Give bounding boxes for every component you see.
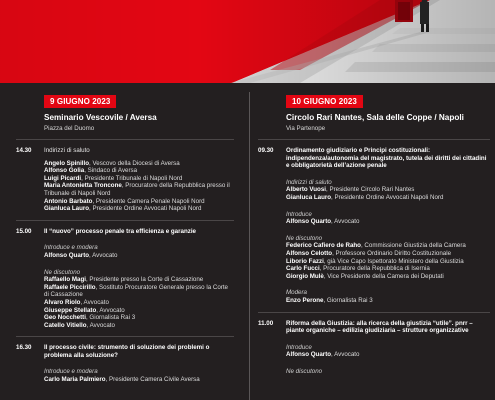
session-0930 bbox=[258, 147, 490, 305]
divider-line bbox=[258, 139, 490, 140]
moderator-label: Introduce e modera bbox=[44, 368, 98, 376]
day1-column bbox=[16, 91, 234, 384]
panelist: Alfonso Celotto, Professore Ordinario Diritto Costituzionale bbox=[286, 249, 452, 257]
panelist: Alvaro Riolo, Avvocato bbox=[44, 298, 109, 306]
panelist: Geo Nocchetti, Giornalista Rai 3 bbox=[44, 314, 136, 322]
session-1100 bbox=[258, 320, 490, 376]
day1-location: Piazza del Duomo bbox=[44, 125, 95, 132]
panelist: Carlo Fucci, Procuratore della Repubblica di Isernia bbox=[286, 265, 430, 273]
panelist: Giuseppe Stellato, Avvocato bbox=[44, 306, 125, 314]
column-divider bbox=[249, 92, 250, 400]
moderator: Carlo Maria Palmiero, Presidente Camera Civile Aversa bbox=[44, 376, 200, 384]
speaker: Antonio Barbato, Presidente Camera Penale Napoli Nord bbox=[44, 197, 205, 205]
speaker: Angelo Spinillo, Vescovo della Diocesi di Aversa bbox=[44, 159, 180, 167]
day1-venue: Seminario Vescovile / Aversa bbox=[44, 113, 157, 122]
day2-location: Via Partenope bbox=[286, 125, 326, 132]
panelist: Giorgio Mulè, Vice Presidente della Camera dei Deputati bbox=[286, 272, 444, 280]
moderator: Alfonso Quarto, Avvocato bbox=[44, 251, 118, 259]
introducer: Alfonso Quarto, Avvocato bbox=[286, 351, 360, 359]
intro-label: Introduce bbox=[286, 343, 312, 351]
session-1430 bbox=[16, 147, 234, 213]
panelist: Raffaele Piccirillo, Sostituto Procuratore Generale presso la Corte di Cassazione bbox=[44, 283, 229, 299]
session-title: Il “nuovo” processo penale tra efficienza e garanzie bbox=[44, 227, 196, 235]
session-time: 15.00 bbox=[16, 227, 32, 235]
panelist: Raffaello Magi, Presidente presso la Corte di Cassazione bbox=[44, 276, 204, 284]
introducer: Alfonso Quarto, Avvocato bbox=[286, 218, 360, 226]
speaker: Alfonso Golia, Sindaco di Aversa bbox=[44, 167, 138, 175]
header-banner bbox=[0, 0, 495, 83]
day2-date-badge: 10 GIUGNO 2023 bbox=[286, 95, 363, 108]
session-title: Riforma della Giustizia: alla ricerca della giustizia “utile”. pnrr – piante organiche – edilizia giudiziaria – strutture organizzative bbox=[286, 319, 473, 335]
session-1630 bbox=[16, 344, 234, 383]
panel-label: Ne discutono bbox=[286, 367, 323, 375]
intro-label: Introduce bbox=[286, 210, 312, 218]
session-time: 16.30 bbox=[16, 344, 32, 352]
moderator-label: Modera bbox=[286, 289, 307, 297]
day2-column bbox=[258, 91, 490, 375]
panelist: Federico Cafiero de Raho, Commissione Giustizia della Camera bbox=[286, 242, 466, 250]
panelist: Catello Vitiello, Avvocato bbox=[44, 321, 115, 329]
session-time: 11.00 bbox=[258, 319, 274, 327]
session-title: Ordinamento giudiziario e Principi costituzionali: indipendenza/autonomia del magistrato, tutela dei diritti dei cittadini e obbligatorietà dell’azione penale bbox=[286, 147, 487, 170]
session-title: Indirizzi di saluto bbox=[44, 147, 90, 154]
session-title: Il processo civile: strumento di soluzione dei problemi o problema alla soluzione? bbox=[44, 344, 210, 359]
session-time: 09.30 bbox=[258, 147, 274, 154]
speaker: Maria Antonietta Troncone, Procuratore della Repubblica presso il Tribunale di Napoli Nord bbox=[44, 182, 230, 197]
panel-label: Ne discutono bbox=[44, 268, 81, 276]
moderator-label: Introduce e modera bbox=[44, 244, 98, 252]
speaker: Gianluca Lauro, Presidente Ordine Avvocati Napoli Nord bbox=[286, 193, 444, 201]
session-1500 bbox=[16, 228, 234, 330]
speaker: Gianluca Lauro, Presidente Ordine Avvocati Napoli Nord bbox=[44, 205, 202, 213]
session-time: 14.30 bbox=[16, 147, 32, 154]
day2-venue: Circolo Rari Nantes, Sala delle Coppe / Napoli bbox=[286, 113, 464, 122]
divider-line bbox=[258, 312, 490, 313]
moderator: Enzo Perone, Giornalista Rai 3 bbox=[286, 296, 373, 304]
banner-shade bbox=[0, 0, 495, 83]
greeting-label: Indirizzi di saluto bbox=[286, 178, 332, 186]
divider-line bbox=[16, 139, 234, 140]
divider-line bbox=[16, 336, 234, 337]
divider-line bbox=[16, 220, 234, 221]
panelist: Liborio Fazzi, già Vice Capo Ispettorato Ministero della Giustizia bbox=[286, 257, 464, 265]
speaker: Alberto Vuosi, Presidente Circolo Rari Nantes bbox=[286, 186, 415, 194]
speaker: Luigi Picardi, Presidente Tribunale di Napoli Nord bbox=[44, 174, 183, 182]
panel-label: Ne discutono bbox=[286, 234, 323, 242]
day1-date-badge: 9 GIUGNO 2023 bbox=[44, 95, 116, 108]
